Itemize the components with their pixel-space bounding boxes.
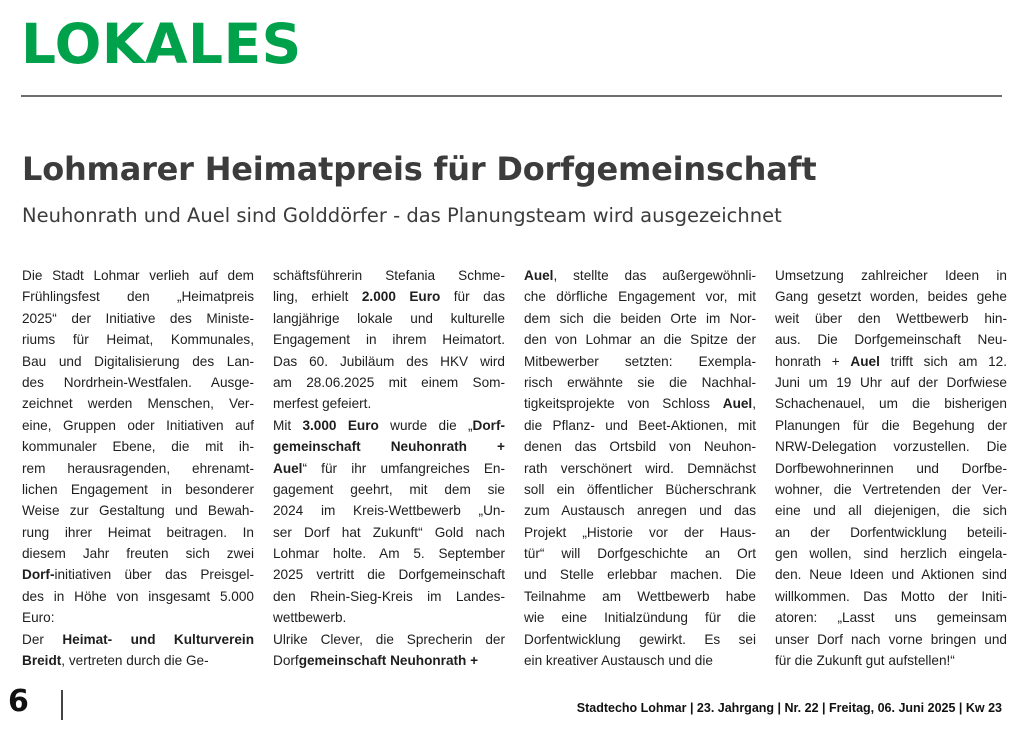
footer-divider [61,690,63,720]
article-line: rath verschönert wird. Demnächst [524,460,756,476]
article-line: des in Höhe von insgesamt 5.000 [22,588,254,604]
article-line: denen das Ortsbild von Neuhon- [524,439,756,455]
article-line: merfest gefeiert. [273,396,372,412]
article-line: kommunaler Ebene, die mit ih- [22,439,254,455]
article-line: che dörfliche Engagement vor, mit [524,289,756,305]
article-line: tigkeitsprojekte von Schloss Auel, [524,396,756,412]
article-line: Mitbewerber setzten: Exempla- [524,353,756,369]
article-line: rung ihrer Heimat beitragen. In [22,524,254,540]
article-line: des Nordrhein-Westfalen. Ausge- [22,374,254,390]
article-column-1 [22,265,254,671]
article-line: soll ein öffentlicher Bücherschrank [524,481,756,497]
article-line: Dorfgemeinschaft Neuhonrath + [273,653,479,669]
footer-publication-info: Stadtecho Lohmar | 23. Jahrgang | Nr. 22 | Freitag, 06. Juni 2025 | Kw 23 [576,701,1002,715]
article-line: schäftsführerin Stefania Schme- [273,268,505,283]
article-line: unser Dorf nach vorne bringen und [775,631,1007,647]
article-line: Euro: [22,610,55,626]
article-line: den. Neue Ideen und Aktionen sind [775,567,1007,583]
article-line: tür“ will Dorfgeschichte an Ort [524,546,756,562]
article-line: eine und all diejenigen, die sich [775,503,1007,519]
article-line: diesem Jahr freuten sich zwei [22,546,254,562]
article-line: 2025 vertritt die Dorfgemeinschaft [273,567,505,583]
article-line: zum Austausch anregen und das [524,503,756,519]
section-title: LOKALES [21,12,302,76]
article-line: Teilnahme am Wettbewerb habe [524,588,756,604]
article-line: willkommen. Das Motto der Initi- [775,588,1007,604]
article-line: risch erwähnte sie die Nachhal- [524,374,756,390]
article-line: für die Zukunft gut aufstellen!“ [775,653,955,669]
article-line: Engagement in ihrem Heimatort. [273,332,505,348]
article-line: Dorfbewohnerinnen und Dorfbe- [775,460,1007,476]
article-line: eine, Gruppen oder Initiativen auf [22,417,254,433]
article-line: 2025“ der Initiative des Ministe- [22,310,254,326]
article-line: gen wollen, sind herzlich eingela- [775,546,1007,562]
article-line: Auel“ für ihr umfangreiches En- [273,460,505,476]
article-line: Dorf-initiativen über das Preisgel- [22,567,254,583]
article-line: Projekt „Historie vor der Haus- [524,524,756,540]
article-line: ein kreativer Austausch und die [524,653,713,669]
article-column-4 [775,265,1007,671]
article-line: wohner, die Vertretenden der Ver- [775,481,1007,497]
article-line: Die Stadt Lohmar verlieh auf dem [22,268,254,283]
article-subline: Neuhonrath und Auel sind Golddörfer - das Planungsteam wird ausgezeichnet [22,204,782,227]
article-line: Planungen für die Begehung der [775,417,1007,433]
article-line: Bau und Digitalisierung des Lan- [22,353,254,369]
page-number: 6 [8,684,29,719]
article-line: Gang gesetzt worden, beides gehe [775,289,1007,305]
article-line: Auel, stellte das außergewöhnli- [524,268,756,283]
article-line: und Stelle erlebbar machen. Die [524,567,756,583]
article-line: den Rhein-Sieg-Kreis im Landes- [273,588,505,604]
article-line: am 28.06.2025 mit einem Som- [273,374,505,390]
article-line: honrath + Auel trifft sich am 12. [775,353,1007,369]
article-line: Der Heimat- und Kulturverein [22,631,254,647]
article-headline: Lohmarer Heimatpreis für Dorfgemeinschaft [22,150,817,188]
article-line: atoren: „Lasst uns gemeinsam [775,610,1007,626]
article-line: Juni um 19 Uhr auf der Dorfwiese [775,374,1007,390]
article-line: an der Dorfentwicklung beteili- [775,524,1007,540]
article-line: den von Lohmar an die Spitze der [524,332,756,348]
article-line: Breidt, vertreten durch die Ge- [22,653,209,669]
article-line: riums für Heimat, Kommunales, [22,332,254,348]
article-line: weit über den Wettbewerb hin- [775,310,1007,326]
article-line: Umsetzung zahlreicher Ideen in [775,268,1007,283]
article-line: Mit 3.000 Euro wurde die „Dorf- [273,417,505,433]
article-line: die Pflanz- und Beet-Aktionen, mit [524,417,756,433]
section-divider [21,95,1002,97]
article-line: Schachenauel, um die bisherigen [775,396,1007,412]
article-line: Lohmar holte. Am 5. September [273,546,505,562]
article-column-2 [273,265,505,671]
article-line: rem herausragenden, ehrenamt- [22,460,254,476]
article-line: 2024 im Kreis-Wettbewerb „Un- [273,503,505,519]
article-column-3 [524,265,756,671]
article-line: ser Dorf hat Zukunft“ Gold nach [273,524,505,540]
article-line: Weise zur Gestaltung und Bewah- [22,503,254,519]
article-line: NRW-Delegation vorzustellen. Die [775,439,1007,455]
article-line: lichen Engagement in besonderer [22,481,254,497]
article-line: langjährige lokale und kulturelle [273,310,505,326]
article-line: aus. Die Dorfgemeinschaft Neu- [775,332,1007,348]
article-line: Frühlingsfest den „Heimatpreis [22,289,254,305]
article-line: wettbewerb. [273,610,347,626]
article-line: gemeinschaft Neuhonrath + [273,439,505,455]
article-line: Ulrike Clever, die Sprecherin der [273,631,505,647]
article-line: ling, erhielt 2.000 Euro für das [273,289,505,305]
article-line: dem sich die beiden Orte im Nor- [524,310,756,326]
article-line: gagement geehrt, mit dem sie [273,481,505,497]
article-line: Dorfentwicklung gewirkt. Es sei [524,631,756,647]
article-line: wie eine Initialzündung für die [524,610,756,626]
article-line: Das 60. Jubiläum des HKV wird [273,353,505,369]
article-line: zeichnet werden Menschen, Ver- [22,396,254,412]
